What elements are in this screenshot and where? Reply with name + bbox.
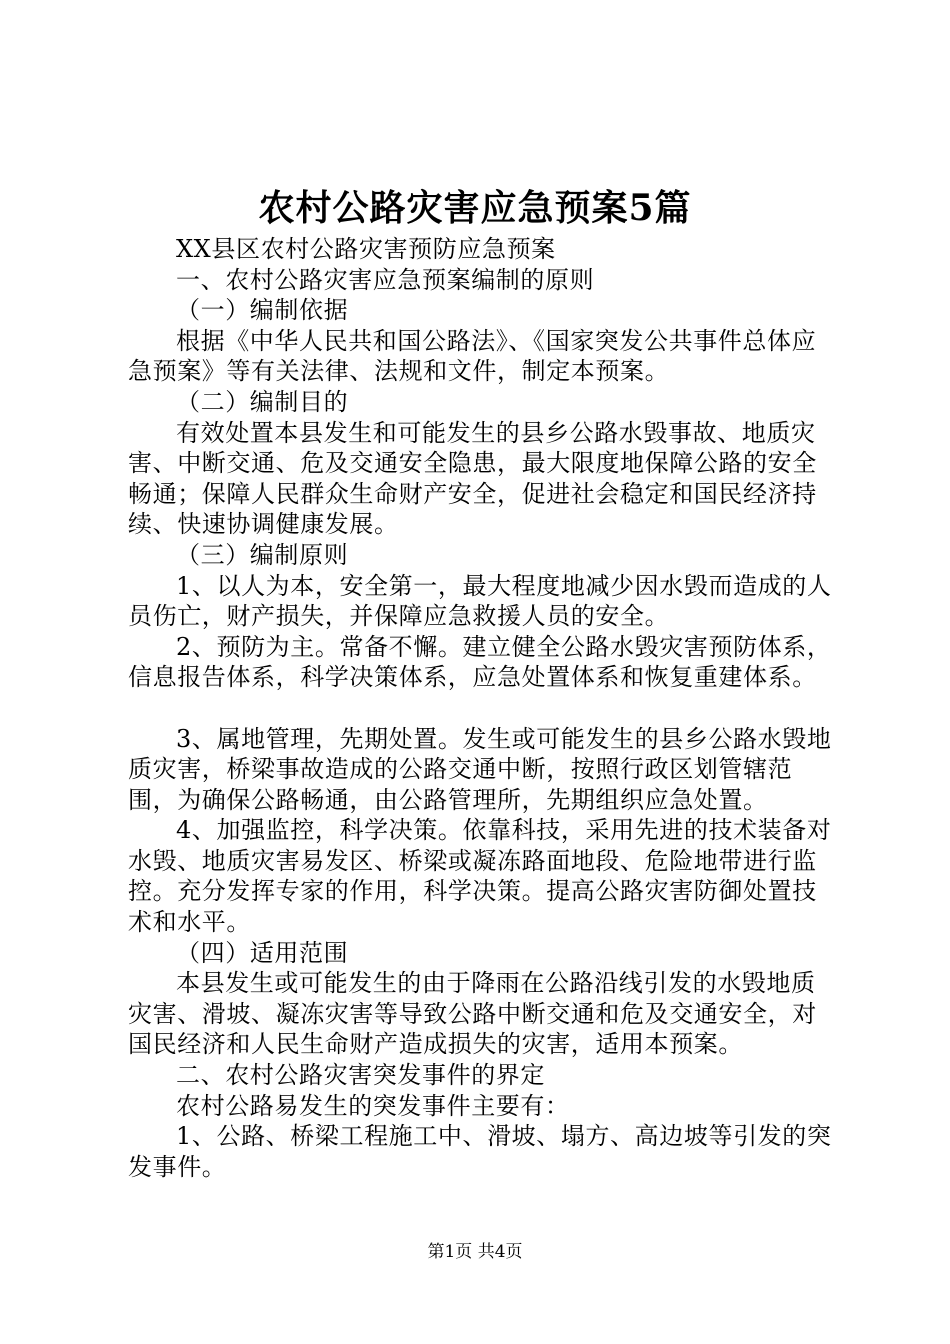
paragraph: 根据《中华人民共和国公路法》、《国家突发公共事件总体应急预案》等有关法律、法规和文件，制定本预案。 <box>128 326 817 386</box>
paragraph: 3、属地管理，先期处置。发生或可能发生的县乡公路水毁地质灾害，桥梁事故造成的公路交通中断，按照行政区划管辖范围，为确保公路畅通，由公路管理所，先期组织应急处置。 <box>128 724 832 814</box>
paragraph: 1、公路、桥梁工程施工中、滑坡、塌方、高边坡等引发的突发事件。 <box>128 1122 832 1181</box>
document-title: 农村公路灾害应急预案5篇 <box>258 187 692 229</box>
blank-line <box>128 693 838 724</box>
paragraph: 2、预防为主。常备不懈。建立健全公路水毁灾害预防体系，信息报告体系，科学决策体系，应急处置体系和恢复重建体系。 <box>128 632 832 692</box>
section-heading: 一、农村公路灾害应急预案编制的原则 <box>176 265 595 294</box>
paragraph: 农村公路易发生的突发事件主要有： <box>176 1091 570 1120</box>
subsection-heading: （四）适用范围 <box>176 938 349 967</box>
paragraph: 有效处置本县发生和可能发生的县乡公路水毁事故、地质灾害、中断交通、危及交通安全隐患，最大限度地保障公路的安全畅通；保障人民群众生命财产安全，促进社会稳定和国民经济持续、快速协调健康发展。 <box>128 418 817 539</box>
page-number-footer: 第1页 共4页 <box>427 1242 523 1262</box>
subsection-heading: （二）编制目的 <box>176 387 349 416</box>
subsection-heading: （一）编制依据 <box>176 296 349 325</box>
paragraph: 1、以人为本，安全第一，最大程度地减少因水毁而造成的人员伤亡，财产损失，并保障应急救援人员的安全。 <box>128 571 832 631</box>
paragraph: 本县发生或可能发生的由于降雨在公路沿线引发的水毁地质灾害、滑坡、凝冻灾害等导致公路中断交通和危及交通安全，对国民经济和人民生命财产造成损失的灾害，适用本预案。 <box>128 969 817 1059</box>
paragraph: XX县区农村公路灾害预防应急预案 <box>176 235 556 263</box>
subsection-heading: （三）编制原则 <box>176 540 349 569</box>
paragraph: 4、加强监控，科学决策。依靠科技，采用先进的技术装备对水毁、地质灾害易发区、桥梁或凝冻路面地段、危险地带进行监控。充分发挥专家的作用，科学决策。提高公路灾害防御处置技术和水平。 <box>128 816 832 937</box>
section-heading: 二、农村公路灾害突发事件的界定 <box>176 1061 545 1090</box>
document-body <box>128 234 838 1182</box>
